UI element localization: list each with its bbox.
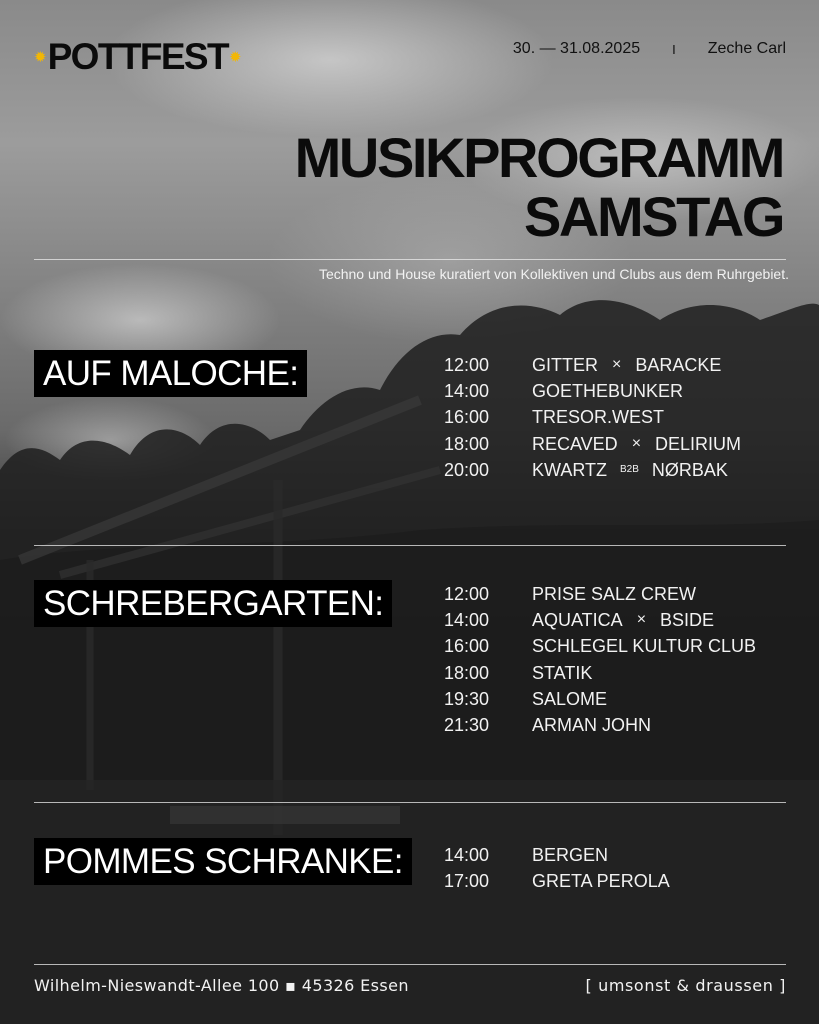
page-title xyxy=(295,128,783,246)
lineup-row xyxy=(444,868,670,894)
act-name: KWARTZ xyxy=(532,459,607,480)
slot-act xyxy=(532,434,741,455)
lineup-row xyxy=(444,378,741,404)
slot-act xyxy=(532,663,592,684)
lineup-row xyxy=(444,457,741,483)
act-name: RECAVED xyxy=(532,433,618,454)
title-line-2: SAMSTAG xyxy=(523,185,783,248)
star-icon: ✹ xyxy=(229,48,242,66)
slot-time: 18:00 xyxy=(444,433,490,454)
act-name: AQUATICA xyxy=(532,609,623,630)
lineup-row xyxy=(444,405,741,431)
slot-act xyxy=(532,355,721,376)
act-connector: × xyxy=(612,356,622,374)
slot-time: 17:00 xyxy=(444,870,490,891)
slot-act xyxy=(532,689,607,710)
slot-time: 14:00 xyxy=(444,380,490,401)
slot-act xyxy=(532,845,608,866)
act-name: GOETHEBUNKER xyxy=(532,380,684,401)
path-slab xyxy=(170,806,400,824)
lineup-row xyxy=(444,712,756,738)
title-line-1: MUSIKPROGRAMM xyxy=(294,126,783,189)
slot-time: 19:30 xyxy=(444,688,490,709)
stage-label-pommes-schranke: POMMES SCHRANKE: xyxy=(34,838,412,885)
divider xyxy=(34,802,786,803)
divider xyxy=(34,259,786,260)
slot-act xyxy=(532,381,683,402)
lineup-schrebergarten xyxy=(444,581,756,739)
lineup-row xyxy=(444,660,756,686)
lineup-row xyxy=(444,581,756,607)
act-name: PRISE SALZ CREW xyxy=(532,583,697,604)
lineup-row xyxy=(444,842,670,868)
slot-time: 16:00 xyxy=(444,407,490,428)
slot-act xyxy=(532,636,756,657)
b2b-connector: B2B xyxy=(620,463,639,475)
subtitle: Techno und House kuratiert von Kollektiven und Clubs aus dem Ruhrgebiet. xyxy=(318,266,789,282)
act-name: GRETA PEROLA xyxy=(532,870,670,891)
act-name: DELIRIUM xyxy=(655,433,742,454)
act-name: TRESOR.WEST xyxy=(532,407,665,428)
slot-time: 12:00 xyxy=(444,354,490,375)
act-name: SALOME xyxy=(532,688,608,709)
slot-time: 21:30 xyxy=(444,715,490,736)
divider xyxy=(34,545,786,546)
footer-note: [ umsonst & draussen ] xyxy=(585,976,786,995)
lineup-pommes-schranke xyxy=(444,842,670,895)
slot-act xyxy=(532,871,670,892)
stage-label-auf-maloche: AUF MALOCHE: xyxy=(34,350,307,397)
act-name: GITTER xyxy=(532,354,598,375)
divider xyxy=(34,964,786,965)
act-connector: × xyxy=(636,611,647,629)
stage-label-schrebergarten: SCHREBERGARTEN: xyxy=(34,580,392,627)
act-name: BARACKE xyxy=(635,354,722,375)
slot-act xyxy=(532,407,664,428)
act-name: BSIDE xyxy=(660,609,715,630)
meta-separator: I xyxy=(672,41,676,57)
act-name: ARMAN JOHN xyxy=(532,715,652,736)
slot-time: 14:00 xyxy=(444,609,490,630)
star-icon: ✹ xyxy=(34,48,47,66)
slot-time: 14:00 xyxy=(444,844,490,865)
slot-act xyxy=(532,715,651,736)
brand-name: POTTFEST xyxy=(47,36,228,77)
slot-act xyxy=(532,584,696,605)
event-meta xyxy=(513,40,786,58)
act-name: NØRBAK xyxy=(651,459,728,480)
act-name: BERGEN xyxy=(532,844,609,865)
lineup-row xyxy=(444,431,741,457)
slot-time: 20:00 xyxy=(444,459,490,480)
slot-act xyxy=(532,460,728,481)
slot-time: 18:00 xyxy=(444,662,490,683)
lineup-row xyxy=(444,607,756,633)
lineup-row xyxy=(444,352,741,378)
event-dates: 30. — 31.08.2025 xyxy=(512,40,641,57)
act-name: STATIK xyxy=(532,662,593,683)
footer-address: Wilhelm-Nieswandt-Allee 100 ▪ 45326 Essen xyxy=(34,976,409,995)
slot-time: 12:00 xyxy=(444,583,490,604)
slot-time: 16:00 xyxy=(444,636,490,657)
act-connector: × xyxy=(631,435,642,453)
event-venue: Zeche Carl xyxy=(707,40,786,57)
slot-act xyxy=(532,610,714,631)
lineup-row xyxy=(444,634,756,660)
lineup-row xyxy=(444,686,756,712)
brand-logo xyxy=(34,37,242,77)
act-name: SCHLEGEL KULTUR CLUB xyxy=(532,636,757,657)
lineup-auf-maloche xyxy=(444,352,741,483)
